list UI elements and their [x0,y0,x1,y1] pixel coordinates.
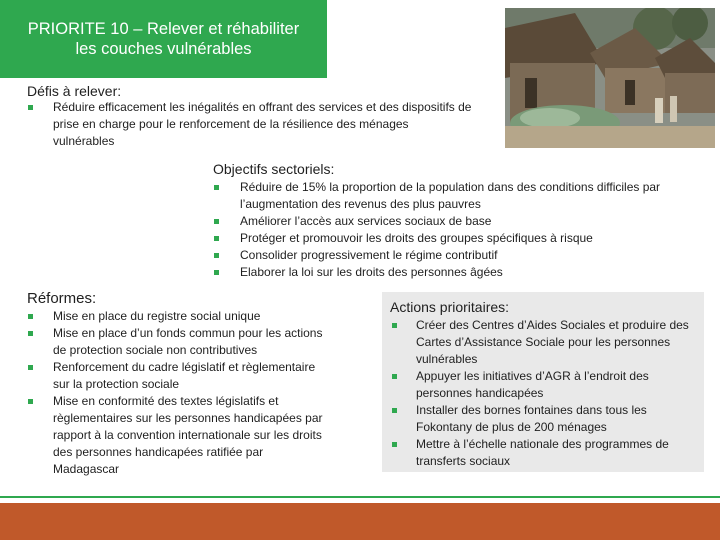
square-bullet-icon [28,105,33,110]
square-bullet-icon [28,399,33,404]
square-bullet-icon [392,442,397,447]
village-huts-photo [505,8,715,148]
square-bullet-icon [214,185,219,190]
list-item: Mise en conformité des textes législatifs et règlementaires sur les personnes handicapées par rapport à la convention internationale sur les droits des personnes handicapées ratifiée par Madagascar [27,393,357,478]
reformes-heading: Réformes: [27,290,97,307]
square-bullet-icon [392,408,397,413]
defis-heading: Défis à relever: [27,83,122,99]
list-item: Renforcement du cadre législatif et règlementaire sur la protection sociale [27,359,357,393]
list-item: Protéger et promouvoir les droits des groupes spécifiques à risque [213,230,713,247]
objectifs-list [213,179,713,281]
slide-title-line-2: les couches vulnérables [75,40,252,58]
square-bullet-icon [214,236,219,241]
square-bullet-icon [28,314,33,319]
defis-list [27,99,507,150]
list-item: Réduire de 15% la proportion de la population dans des conditions difficiles par l’augmentation des revenus des plus pauvres [213,179,713,213]
footer-divider [0,496,720,498]
list-item: Mise en place du registre social unique [27,308,357,325]
actions-prioritaires-panel [382,292,704,472]
list-item: Elaborer la loi sur les droits des personnes âgées [213,264,713,281]
list-item: Réduire efficacement les inégalités en offrant des services et des dispositifs de prise en charge pour le renforcement de la résilience des ménages vulnérables [27,99,507,150]
square-bullet-icon [392,374,397,379]
list-item: Consolider progressivement le régime contributif [213,247,713,264]
square-bullet-icon [214,219,219,224]
square-bullet-icon [392,323,397,328]
list-item: Installer des bornes fontaines dans tous les Fokontany de plus de 200 ménages [390,402,702,436]
list-item: Créer des Centres d’Aides Sociales et produire des Cartes d’Assistance Sociale pour les personnes vulnérables [390,317,702,368]
reformes-list [27,308,357,478]
slide-title-line-1: PRIORITE 10 – Relever et réhabiliter [27,20,300,38]
actions-heading: Actions prioritaires: [390,299,510,315]
square-bullet-icon [214,253,219,258]
square-bullet-icon [214,270,219,275]
list-item: Mettre à l’échelle nationale des programmes de transferts sociaux [390,436,702,470]
list-item: Mise en place d’un fonds commun pour les actions de protection sociale non contributives [27,325,357,359]
list-item: Améliorer l’accès aux services sociaux de base [213,213,713,230]
objectifs-heading: Objectifs sectoriels: [213,161,335,177]
list-item: Appuyer les initiatives d’AGR à l’endroit des personnes handicapées [390,368,702,402]
square-bullet-icon [28,365,33,370]
actions-list [390,317,702,470]
footer-bar [0,503,720,540]
slide-title-box [0,0,327,78]
square-bullet-icon [28,331,33,336]
